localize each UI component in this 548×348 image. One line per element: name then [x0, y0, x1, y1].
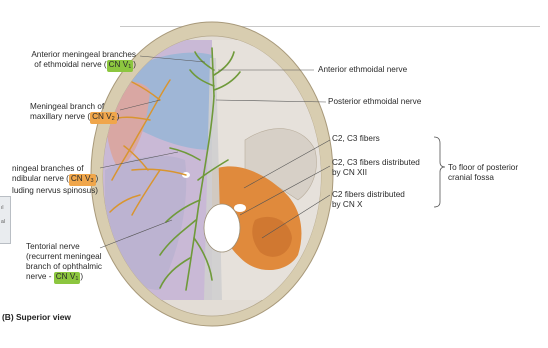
label-floor-posterior: To floor of posterior cranial fossa — [448, 163, 519, 182]
cn-v1-badge-tentorial: CN $V_1$ — [55, 272, 79, 282]
label-c2-distributed: C2 fibers distributed by CN X — [332, 190, 405, 209]
bracket — [434, 137, 445, 207]
label-anterior-ethmoidal: Anterior ethmoidal nerve — [318, 65, 408, 74]
label-tentorial: Tentorial nerve (recurrent meningeal branch of ophthalmic nerve - CN $V_1$ ) — [26, 242, 103, 282]
foramen-magnum — [204, 204, 240, 252]
label-maxillary: Meningeal branch of maxillary nerve ( CN $V_2$ ) — [30, 102, 120, 122]
label-c2c3-distributed: C2, C3 fibers distributed by CN XII — [332, 158, 420, 177]
label-mandibular: ningeal branches of ndibular nerve ( CN $V_3$ ) luding nervus spinosus) — [12, 164, 99, 195]
label-anterior-meningeal: Anterior meningeal branches of ethmoidal nerve ( CN $V_1$ ) — [31, 50, 136, 70]
jugular-foramen — [234, 204, 246, 212]
label-c2c3-fibers: C2, C3 fibers — [332, 134, 380, 143]
cn-v3-badge: CN $V_3$ — [70, 174, 94, 184]
cn-v2-badge: CN $V_2$ — [92, 112, 115, 122]
figure-caption: (B) Superior view — [2, 312, 71, 322]
cn-v1-badge: CN $V_1$ — [108, 60, 132, 70]
label-posterior-ethmoidal: Posterior ethmoidal nerve — [328, 97, 422, 106]
side-tab-line2: al — [1, 219, 5, 225]
side-tab-line1: ıl — [1, 205, 4, 211]
